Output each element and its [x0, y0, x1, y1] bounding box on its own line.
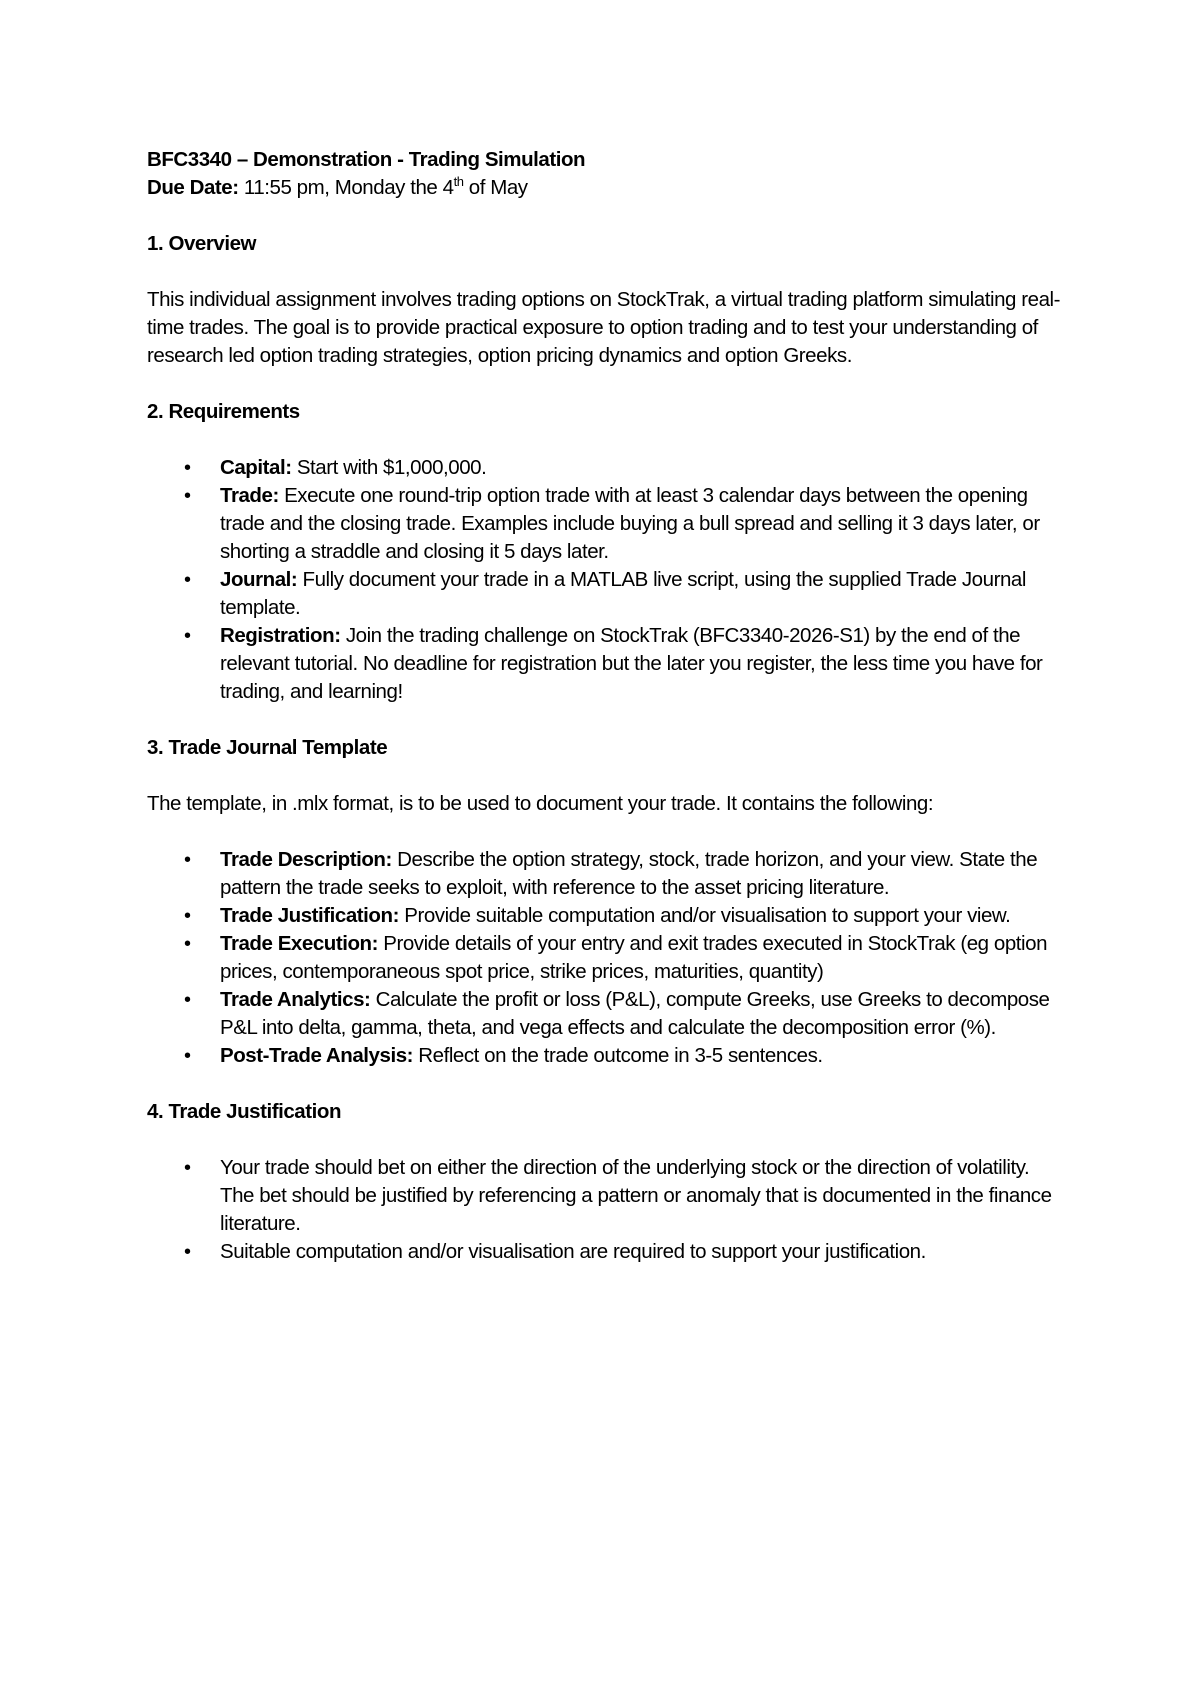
section-heading-justification: 4. Trade Justification: [147, 1100, 342, 1123]
requirements-list: [147, 454, 1067, 706]
item-text: Describe the option strategy, stock, trade horizon, and your view. State the pattern the trade seeks to exploit, with reference to the asset pricing literature.: [220, 848, 1038, 899]
item-label: Trade Justification:: [220, 904, 399, 927]
item-label: Trade:: [220, 484, 279, 507]
bullet-icon: •: [184, 849, 191, 871]
section-heading-requirements: 2. Requirements: [147, 400, 300, 423]
due-date-post: of May: [463, 176, 528, 199]
list-item: [147, 1042, 1067, 1070]
list-item: [147, 986, 1067, 1042]
item-text: Provide details of your entry and exit trades executed in StockTrak (eg option prices, contemporaneous spot price, strike prices, maturities, quantity): [220, 932, 1048, 983]
template-intro: The template, in .mlx format, is to be used to document your trade. It contains the following:: [147, 792, 934, 815]
bullet-icon: •: [184, 1157, 191, 1179]
item-text: Join the trading challenge on StockTrak (BFC3340-2026-S1) by the end of the relevant tutorial. No deadline for registration but the later you register, the less time you have for trading, and learning!: [220, 624, 1043, 703]
item-text: Fully document your trade in a MATLAB live script, using the supplied Trade Journal template.: [220, 568, 1026, 619]
list-item: [147, 1154, 1067, 1238]
item-text: Calculate the profit or loss (P&L), compute Greeks, use Greeks to decompose P&L into delta, gamma, theta, and vega effects and calculate the decomposition error (%).: [220, 988, 1050, 1039]
due-date-sup: th: [453, 174, 464, 189]
item-label: Registration:: [220, 624, 341, 647]
template-list: [147, 846, 1067, 1070]
document-title: BFC3340 – Demonstration - Trading Simulation: [147, 148, 586, 171]
document-page: [147, 146, 1067, 1266]
list-item: [147, 930, 1067, 986]
bullet-icon: •: [184, 625, 191, 647]
list-item: [147, 454, 1067, 482]
justification-list: [147, 1154, 1067, 1266]
bullet-icon: •: [184, 1241, 191, 1263]
list-item: [147, 482, 1067, 566]
bullet-icon: •: [184, 569, 191, 591]
bullet-icon: •: [184, 933, 191, 955]
item-label: Trade Analytics:: [220, 988, 371, 1011]
item-label: Trade Execution:: [220, 932, 378, 955]
item-label: Post-Trade Analysis:: [220, 1044, 414, 1067]
due-date-label: Due Date:: [147, 176, 239, 199]
item-text: Your trade should bet on either the direction of the underlying stock or the direction of volatility. The bet should be justified by referencing a pattern or anomaly that is documented in the finance literature.: [220, 1156, 1052, 1235]
bullet-icon: •: [184, 989, 191, 1011]
bullet-icon: •: [184, 485, 191, 507]
item-label: Journal:: [220, 568, 298, 591]
list-item: [147, 846, 1067, 902]
item-text: Start with $1,000,000.: [291, 456, 487, 479]
bullet-icon: •: [184, 1045, 191, 1067]
item-text: Reflect on the trade outcome in 3-5 sentences.: [413, 1044, 823, 1067]
item-label: Capital:: [220, 456, 292, 479]
section-heading-overview: 1. Overview: [147, 232, 257, 255]
item-text: Provide suitable computation and/or visualisation to support your view.: [398, 904, 1011, 927]
bullet-icon: •: [184, 457, 191, 479]
section-heading-template: 3. Trade Journal Template: [147, 736, 388, 759]
overview-paragraph: This individual assignment involves trading options on StockTrak, a virtual trading platform simulating real-time trades. The goal is to provide practical exposure to option trading and to test your understanding of research led option trading strategies, option pricing dynamics and option Greeks.: [147, 288, 1060, 367]
item-label: Trade Description:: [220, 848, 392, 871]
bullet-icon: •: [184, 905, 191, 927]
due-date-line: [147, 174, 1067, 202]
due-date-pre: 11:55 pm, Monday the 4: [238, 176, 454, 199]
item-text: Execute one round-trip option trade with at least 3 calendar days between the opening trade and the closing trade. Examples include buying a bull spread and selling it 3 days later, or shorting a straddle and closing it 5 days later.: [220, 484, 1040, 563]
list-item: [147, 566, 1067, 622]
list-item: [147, 1238, 1067, 1266]
list-item: [147, 902, 1067, 930]
item-text: Suitable computation and/or visualisation are required to support your justification.: [220, 1240, 926, 1263]
list-item: [147, 622, 1067, 706]
